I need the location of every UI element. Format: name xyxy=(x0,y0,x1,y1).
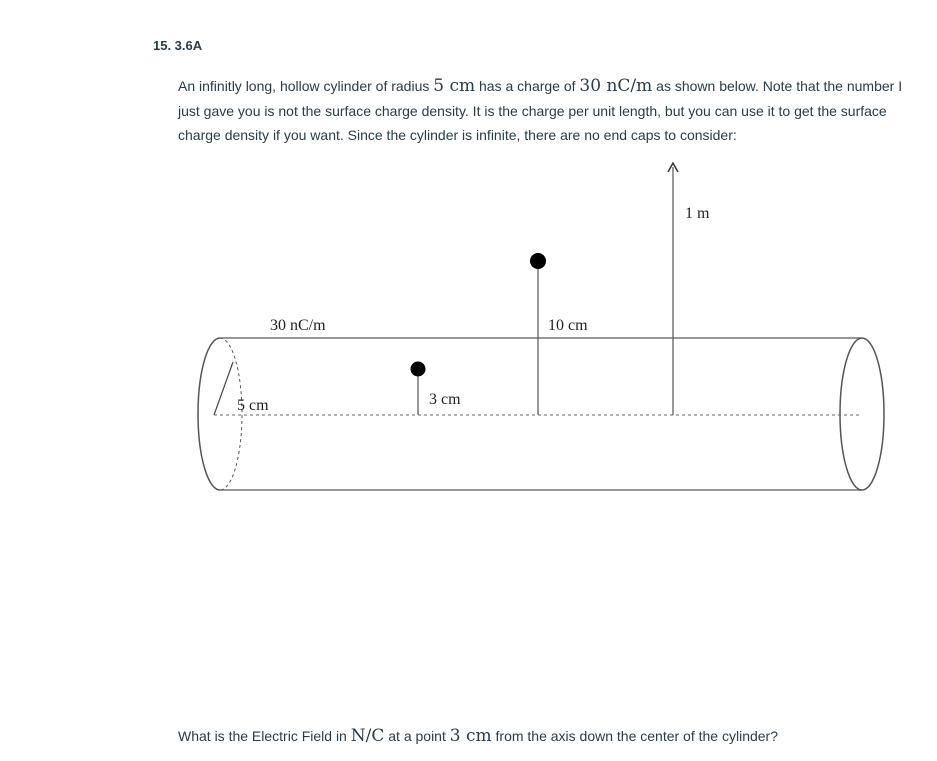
left-cap-back xyxy=(220,338,242,490)
point-b-label: 10 cm xyxy=(548,317,588,334)
problem-number: 15. 3.6A xyxy=(153,38,203,53)
point-c-label: 1 m xyxy=(685,205,710,222)
distance-value: 3 cm xyxy=(449,726,492,746)
right-cap xyxy=(840,338,884,490)
radius-value: 5 cm xyxy=(433,76,476,96)
left-cap-front xyxy=(198,338,220,490)
radius-line xyxy=(214,362,233,415)
intro-text-3: as shown below. Note that the number I just gave you is not the surface charge density. It is the charge per unit length, but you can use it to get the surface charge density if you want. Since the cylinder is infinite, there are no end caps to consider: xyxy=(178,78,903,143)
charge-label: 30 nC/m xyxy=(270,317,326,334)
intro-text-1: An infinitly long, hollow cylinder of radius xyxy=(178,78,434,94)
question-text-2: at a point xyxy=(384,728,450,744)
intro-text-2: has a charge of xyxy=(475,78,580,94)
question-text-1: What is the Electric Field in xyxy=(178,728,351,744)
point-b-marker xyxy=(530,253,546,269)
question-text xyxy=(178,726,778,746)
field-unit: N/C xyxy=(350,726,385,746)
point-a-marker xyxy=(411,362,426,377)
question-text-3: from the axis down the center of the cylinder? xyxy=(491,728,778,744)
point-a-label: 3 cm xyxy=(429,391,461,408)
charge-value: 30 nC/m xyxy=(579,76,653,96)
radius-label: 5 cm xyxy=(237,397,269,414)
